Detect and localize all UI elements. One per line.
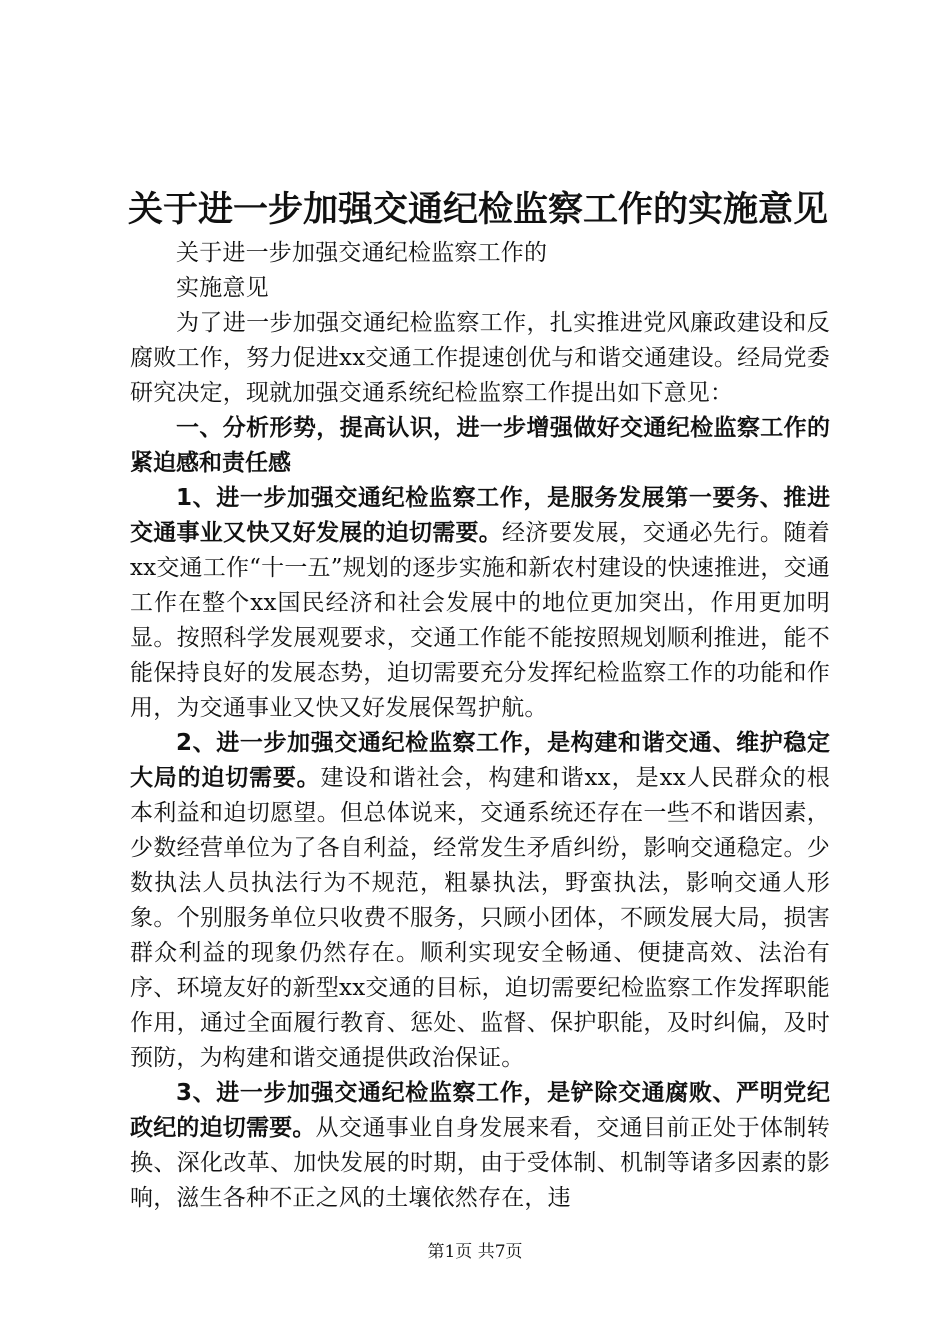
- item-3-text: 从交通事业自身发展来看，交通目前正处于体制转换、深化改革、加快发展的时期，由于受体制、机制等诸多因素的影响，滋生各种不正之风的土壤依然存在，违: [130, 1115, 830, 1211]
- subtitle-line-2: 实施意见: [176, 275, 269, 301]
- item-1-paragraph: [130, 481, 830, 726]
- page-footer: 第1页 共7页: [427, 1242, 523, 1262]
- item-2-bold-lead: 2、进一步加强交通纪检监察工作，是构建和谐交通、维护稳定大局的迫切需要。: [130, 730, 830, 791]
- item-2-text: 建设和谐社会，构建和谐xx，是xx人民群众的根本利益和迫切愿望。但总体说来，交通系统还存在一些不和谐因素，少数经营单位为了各自利益，经常发生矛盾纠纷，影响交通稳定。少数执法人员执法行为不规范，粗暴执法，野蛮执法，影响交通人形象。个别服务单位只收费不服务，只顾小团体，不顾发展大局，损害群众利益的现象仍然存在。顺利实现安全畅通、便捷高效、法治有序、环境友好的新型xx交通的目标，迫切需要纪检监察工作发挥职能作用，通过全面履行教育、惩处、监督、保护职能，及时纠偏，及时预防，为构建和谐交通提供政治保证。: [130, 765, 830, 1071]
- document-title: 关于进一步加强交通纪检监察工作的实施意见: [128, 189, 829, 230]
- item-3-paragraph: [130, 1076, 830, 1216]
- section-1-heading: 一、分析形势，提高认识，进一步增强做好交通纪检监察工作的紧迫感和责任感: [130, 415, 830, 476]
- document-body: [130, 236, 830, 1216]
- item-1-bold-lead: 1、进一步加强交通纪检监察工作，是服务发展第一要务、推进交通事业又快又好发展的迫切需要。: [130, 485, 830, 546]
- item-1-text: 经济要发展，交通必先行。随着xx交通工作“十一五”规划的逐步实施和新农村建设的快速推进，交通工作在整个xx国民经济和社会发展中的地位更加突出，作用更加明显。按照科学发展观要求，交通工作能不能按照规划顺利推进，能不能保持良好的发展态势，迫切需要充分发挥纪检监察工作的功能和作用，为交通事业又快又好发展保驾护航。: [130, 520, 830, 721]
- intro-paragraph: 为了进一步加强交通纪检监察工作，扎实推进党风廉政建设和反腐败工作，努力促进xx交通工作提速创优与和谐交通建设。经局党委研究决定，现就加强交通系统纪检监察工作提出如下意见：: [130, 310, 830, 406]
- item-3-bold-lead: 3、进一步加强交通纪检监察工作，是铲除交通腐败、严明党纪政纪的迫切需要。: [130, 1080, 830, 1141]
- subtitle-line-1: 关于进一步加强交通纪检监察工作的: [176, 240, 548, 266]
- item-2-paragraph: [130, 726, 830, 1076]
